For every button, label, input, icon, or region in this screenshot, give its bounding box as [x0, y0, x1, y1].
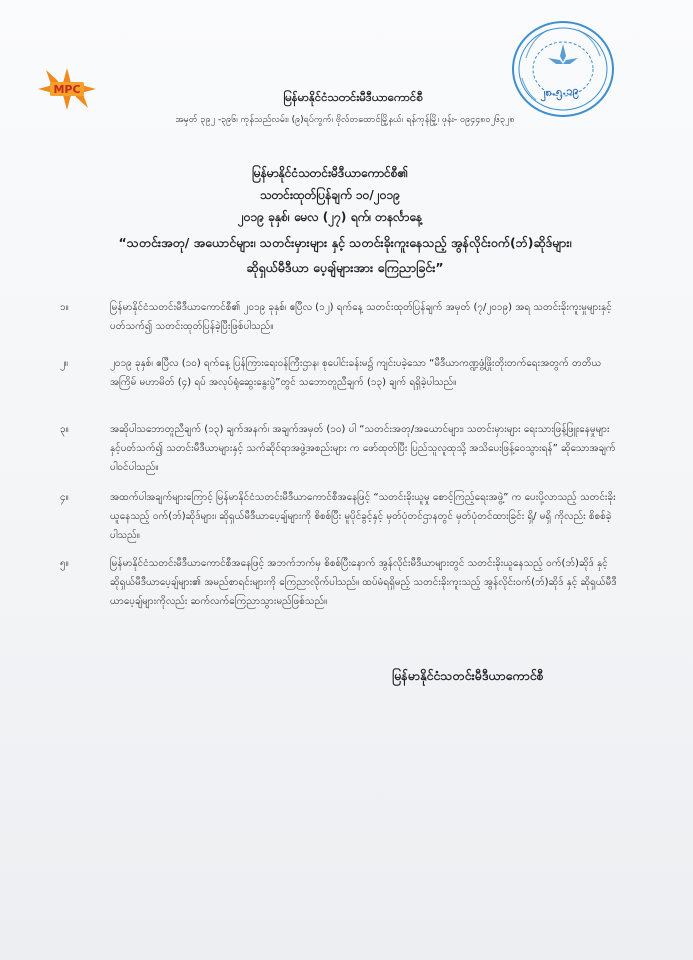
paragraph-number: ၃။	[60, 424, 69, 435]
release-heading	[150, 162, 510, 228]
mpc-logo	[36, 66, 98, 112]
paragraph-text: ၂၀၁၉ ခုနှစ်၊ ဧပြီလ (၁၀) ရက်နေ့ ပြန်ကြားရေးဝန်ကြီးဌာန၊ စုပေါင်းခန်းမ၌ ကျင်းပခဲ့သော “မီဒီယာကဏ္ဍဖွံ့ဖြိုးတိုးတက်ရေးအတွက် တတိယအကြိမ် မဟာမိတ် (၄) ရပ် အလုပ်ရုံဆွေးနွေးပွဲ”တွင် သဘောတူညီချက် (၁၃) ချက် ရရှိခဲ့ပါသည်။	[110, 358, 602, 388]
subject-line-2: ဆိုရှယ်မီဒီယာ ပေ့ချ်များအား ကြေညာခြင်း”	[246, 260, 444, 275]
release-line-2: သတင်းထုတ်ပြန်ချက် ၁၀/၂၀၁၉	[260, 188, 400, 202]
organization-name: မြန်မာနိုင်ငံသတင်းမီဒီယာကောင်စီ	[283, 90, 423, 104]
paragraph-number: ၁။	[60, 302, 69, 313]
seal-date: ၂၈.၅.၁၉	[539, 83, 579, 100]
paragraph-4	[60, 488, 620, 545]
paragraph-number: ၂။	[60, 358, 68, 369]
paragraph-5	[60, 554, 620, 611]
official-seal	[508, 18, 618, 120]
paragraph-3	[60, 420, 620, 477]
paragraph-text: မြန်မာနိုင်ငံသတင်းမီဒီယာကောင်စီအနေဖြင့် အဘက်ဘက်မှ စိစစ်ပြီးနောက် အွန်လိုင်းမီဒီယာများတွင် သတင်းခိုးယူနေသည့် ဝက်(ဘ်)ဆိုဒ် နှင့် ဆိုရှယ်မီဒီယာပေ့ချ်များ၏ အမည်စာရင်းများကို ကြေညာလိုက်ပါသည်။ ထပ်မံရရှိမည့် သတင်းခိုးကူးသည့် အွန်လိုင်းဝက်(ဘ်)ဆိုဒ် နှင့် ဆိုရှယ်မီဒီယာပေ့ချ်များကိုလည်း ဆက်လက်ကြေညာသွားမည်ဖြစ်သည်။	[110, 558, 617, 607]
paragraph-2	[60, 354, 620, 392]
release-date: ၂၀၁၉ ခုနှစ်၊ မေလ (၂၇) ရက်၊ တနင်္လာနေ့	[237, 210, 423, 224]
paragraph-text: အထက်ပါအချက်များကြောင့် မြန်မာနိုင်ငံသတင်းမီဒီယာကောင်စီအနေဖြင့် “သတင်းခိုးယူမှု စောင့်ကြည့်ရေးအဖွဲ့” က ပေးပို့လာသည့် သတင်းခိုးယူနေသည့် ဝက်(ဘ်)ဆိုဒ်များ၊ ဆိုရှယ်မီဒီယာပေ့ချ်များကို စိစစ်ပြီး မူပိုင်ခွင့်နှင့် မှတ်ပုံတင်ဌာနတွင် မှတ်ပုံတင်ထားခြင်း ရှိ/ မရှိ ကိုလည်း စိစစ်ခဲ့ပါသည်။	[110, 492, 616, 541]
logo-text: MPC	[53, 83, 81, 96]
paragraph-text: အဆိုပါသဘောတူညီချက် (၁၃) ချက်အနက်၊ အချက်အမှတ် (၁၀) ပါ “သတင်းအတု/အယောင်များ၊ သတင်းမှားများ ရေးသားဖြန့်ဖြူးနေမှုများနှင့်ပတ်သက်၍ သတင်းမီဒီယာများနှင့် သက်ဆိုင်ရာအဖွဲ့အစည်းများ က ဖော်ထုတ်ပြီး ပြည်သူလူထုသို့ အသိပေးဖြန့်ဝေသွားရန်” ဆိုသောအချက် ပါဝင်ပါသည်။	[110, 424, 616, 473]
paragraph-text: မြန်မာနိုင်ငံသတင်းမီဒီယာကောင်စီ၏ ၂၀၁၉ ခုနှစ်၊ ဧပြီလ (၁၂) ရက်နေ့ သတင်းထုတ်ပြန်ချက် အမှတ် (၇/၂၀၁၉) အရ သတင်းခိုးကူးမှုများနှင့်ပတ်သက်၍ သတင်းထုတ်ပြန်ခဲ့ပြီးဖြစ်ပါသည်။	[110, 302, 612, 332]
paragraph-1	[60, 298, 620, 336]
subject-heading	[60, 230, 630, 280]
address-line: အမှတ် ၃၉၂ -၃၉၆၊ ကုန်သည်လမ်း၊ (၉)ရပ်ကွက်၊ ဗိုလ်တထောင်မြို့နယ်၊ ရန်ကုန်မြို့၊ ဖုန်း- ၀၉၄၄၈၀၂၆၃၂၈	[175, 115, 515, 125]
paragraph-number: ၄။	[60, 492, 69, 503]
paragraph-number: ၅။	[60, 558, 69, 569]
signature-organization: မြန်မာနိုင်ငံသတင်းမီဒီယာကောင်စီ	[392, 668, 544, 683]
subject-line-1: “သတင်းအတု/ အယောင်များ၊ သတင်းမှားများ နှင့် သတင်းခိုးကူးနေသည့် အွန်လိုင်းဝက်(ဘ်)ဆိုဒ်များ၊	[118, 235, 572, 250]
release-line-1: မြန်မာနိုင်ငံသတင်းမီဒီယာကောင်စီ၏	[251, 166, 409, 180]
